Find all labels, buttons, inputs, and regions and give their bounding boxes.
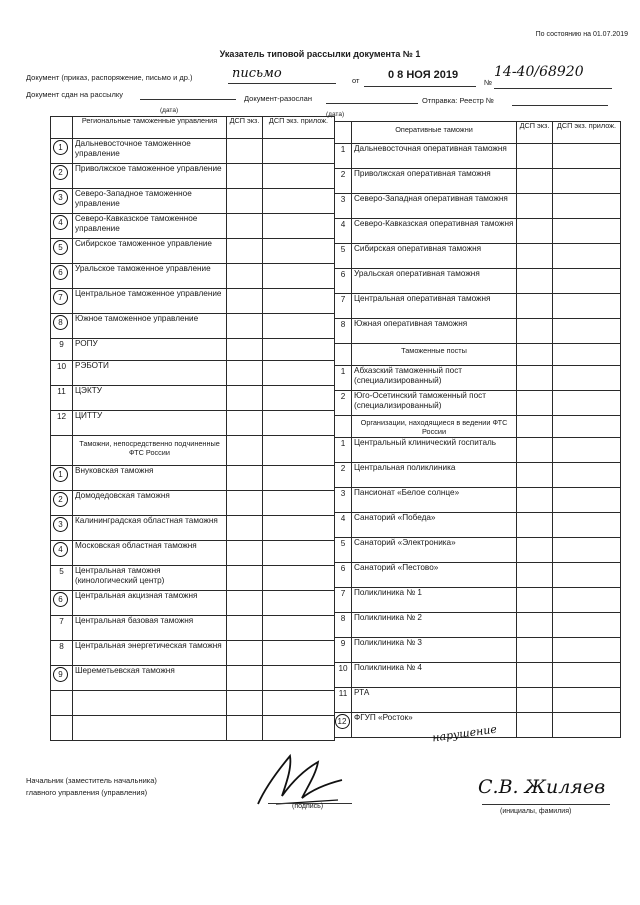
row-dsp bbox=[227, 566, 263, 591]
row-name: Санаторий «Победа» bbox=[352, 513, 517, 538]
row-dsp bbox=[517, 319, 553, 344]
table-row bbox=[335, 194, 621, 219]
empty-row bbox=[51, 716, 335, 741]
row-dsp bbox=[227, 466, 263, 491]
row-dsp bbox=[517, 438, 553, 463]
left-subheader-row bbox=[51, 436, 335, 466]
row-name: Поликлиника № 2 bbox=[352, 613, 517, 638]
table-row bbox=[335, 391, 621, 416]
row-name: Центральная таможня (кинологический центр) bbox=[73, 566, 227, 591]
table-row bbox=[51, 466, 335, 491]
circled-number: 2 bbox=[53, 165, 68, 180]
row-name: Центральная акцизная таможня bbox=[73, 591, 227, 616]
row-number: 6 bbox=[335, 269, 352, 294]
row-dsp-att bbox=[553, 366, 621, 391]
row-name: Северо-Кавказская оперативная таможня bbox=[352, 219, 517, 244]
row-number: 4 bbox=[335, 219, 352, 244]
row-name: Шереметьевская таможня bbox=[73, 666, 227, 691]
row-dsp bbox=[227, 214, 263, 239]
row-dsp-att bbox=[263, 314, 335, 339]
row-dsp bbox=[517, 244, 553, 269]
row-dsp-att bbox=[263, 491, 335, 516]
table-row bbox=[335, 294, 621, 319]
circled-number: 5 bbox=[53, 240, 68, 255]
row-name: Уральская оперативная таможня bbox=[352, 269, 517, 294]
row-number bbox=[51, 541, 73, 566]
right-header-dsp: ДСП экз. bbox=[517, 122, 553, 144]
row-dsp-att bbox=[553, 688, 621, 713]
row-number bbox=[51, 516, 73, 541]
row-dsp bbox=[517, 488, 553, 513]
row-dsp bbox=[517, 663, 553, 688]
empty-cell bbox=[73, 716, 227, 741]
row-number: 9 bbox=[51, 339, 73, 361]
boss-label-2: главного управления (управления) bbox=[26, 788, 148, 797]
row-dsp bbox=[227, 386, 263, 411]
table-row bbox=[51, 616, 335, 641]
row-dsp bbox=[517, 613, 553, 638]
date-prefix: от bbox=[352, 76, 360, 85]
subheader-text: Таможни, непосредственно подчиненные ФТС России bbox=[79, 439, 220, 457]
left-header-row bbox=[51, 117, 335, 139]
row-number: 3 bbox=[335, 194, 352, 219]
table-row bbox=[335, 563, 621, 588]
table-row bbox=[335, 663, 621, 688]
row-name: Калининградская областная таможня bbox=[73, 516, 227, 541]
table-row bbox=[335, 588, 621, 613]
circled-number: 3 bbox=[53, 517, 68, 532]
row-name: Абхазский таможенный пост (специализированный) bbox=[352, 366, 517, 391]
empty-cell bbox=[263, 716, 335, 741]
row-dsp bbox=[227, 641, 263, 666]
row-dsp-att bbox=[263, 139, 335, 164]
circled-number: 6 bbox=[53, 592, 68, 607]
table-row bbox=[51, 164, 335, 189]
row-dsp bbox=[227, 361, 263, 386]
row-dsp-att bbox=[553, 463, 621, 488]
row-number: 7 bbox=[335, 588, 352, 613]
row-number: 8 bbox=[51, 641, 73, 666]
row-dsp-att bbox=[263, 214, 335, 239]
table-row bbox=[335, 488, 621, 513]
row-name: Санаторий «Электроника» bbox=[352, 538, 517, 563]
row-number: 8 bbox=[335, 319, 352, 344]
empty-cell bbox=[51, 691, 73, 716]
table-row bbox=[335, 366, 621, 391]
name-caption: (инициалы, фамилия) bbox=[500, 808, 572, 815]
row-dsp-att bbox=[553, 488, 621, 513]
row-number bbox=[51, 314, 73, 339]
row-dsp-att bbox=[263, 264, 335, 289]
row-name: Центральный клинический госпиталь bbox=[352, 438, 517, 463]
row-dsp-att bbox=[553, 319, 621, 344]
row-dsp-att bbox=[263, 411, 335, 436]
table-row bbox=[335, 319, 621, 344]
row-dsp-att bbox=[263, 616, 335, 641]
table-row bbox=[51, 339, 335, 361]
row-dsp-att bbox=[553, 194, 621, 219]
section-num bbox=[335, 344, 352, 366]
right-header-title: Оперативные таможни bbox=[352, 122, 517, 144]
row-name: Приволжская оперативная таможня bbox=[352, 169, 517, 194]
row-name: Центральная энергетическая таможня bbox=[73, 641, 227, 666]
row-name: Центральная базовая таможня bbox=[73, 616, 227, 641]
row-name: Приволжское таможенное управление bbox=[73, 164, 227, 189]
row-number: 11 bbox=[335, 688, 352, 713]
doc-type-label: Документ (приказ, распоряжение, письмо и др.) bbox=[26, 73, 193, 82]
row-number: 1 bbox=[335, 438, 352, 463]
row-number bbox=[51, 264, 73, 289]
empty-cell bbox=[227, 716, 263, 741]
table-row bbox=[335, 219, 621, 244]
row-name: Пансионат «Белое солнце» bbox=[352, 488, 517, 513]
row-dsp bbox=[517, 638, 553, 663]
empty-cell bbox=[51, 716, 73, 741]
circled-number: 8 bbox=[53, 315, 68, 330]
table-row bbox=[51, 541, 335, 566]
row-dsp-att bbox=[553, 663, 621, 688]
row-number: 3 bbox=[335, 488, 352, 513]
right-header-dsp-att: ДСП экз. прилож. bbox=[553, 122, 621, 144]
circled-number: 1 bbox=[53, 140, 68, 155]
row-name: Поликлиника № 4 bbox=[352, 663, 517, 688]
right-header-row bbox=[335, 122, 621, 144]
doc-number-handwritten: 14-40/68920 bbox=[494, 64, 584, 80]
row-number bbox=[51, 591, 73, 616]
table-row bbox=[51, 314, 335, 339]
row-name: Дальневосточная оперативная таможня bbox=[352, 144, 517, 169]
row-dsp-att bbox=[263, 361, 335, 386]
row-number: 5 bbox=[335, 244, 352, 269]
row-dsp bbox=[517, 391, 553, 416]
row-name: Санаторий «Пестово» bbox=[352, 563, 517, 588]
row-dsp-att bbox=[263, 591, 335, 616]
row-dsp bbox=[227, 139, 263, 164]
posts-header-row bbox=[335, 344, 621, 366]
row-number: 8 bbox=[335, 613, 352, 638]
as-of-date: По состоянию на 01.07.2019 bbox=[535, 31, 628, 38]
empty-cell bbox=[73, 691, 227, 716]
row-dsp-att bbox=[263, 289, 335, 314]
table-row bbox=[51, 566, 335, 591]
table-row bbox=[335, 244, 621, 269]
left-header-title: Региональные таможенные управления bbox=[73, 117, 227, 139]
section-dsp bbox=[517, 416, 553, 438]
row-name: РОПУ bbox=[73, 339, 227, 361]
subheader-dsp bbox=[227, 436, 263, 466]
section-title-text: Таможенные посты bbox=[401, 346, 467, 355]
row-dsp-att bbox=[263, 641, 335, 666]
row-dsp bbox=[517, 194, 553, 219]
row-number: 4 bbox=[335, 513, 352, 538]
row-dsp bbox=[227, 314, 263, 339]
row-dsp-att bbox=[553, 613, 621, 638]
row-dsp bbox=[227, 666, 263, 691]
subheader-num bbox=[51, 436, 73, 466]
row-dsp-att bbox=[553, 638, 621, 663]
row-number: 9 bbox=[335, 638, 352, 663]
row-dsp bbox=[227, 289, 263, 314]
row-dsp-att bbox=[263, 386, 335, 411]
row-name: Сибирское таможенное управление bbox=[73, 239, 227, 264]
row-name: ФГУП «Росток» bbox=[352, 713, 517, 738]
row-dsp bbox=[517, 463, 553, 488]
row-dsp bbox=[517, 294, 553, 319]
row-number bbox=[51, 189, 73, 214]
table-row bbox=[335, 613, 621, 638]
section-dsp-att bbox=[553, 416, 621, 438]
row-name: Центральная оперативная таможня bbox=[352, 294, 517, 319]
row-dsp bbox=[517, 538, 553, 563]
row-dsp bbox=[227, 264, 263, 289]
row-dsp-att bbox=[263, 239, 335, 264]
left-header-dsp-att: ДСП экз. прилож. bbox=[263, 117, 335, 139]
table-row bbox=[51, 264, 335, 289]
row-dsp-att bbox=[553, 588, 621, 613]
row-dsp bbox=[227, 616, 263, 641]
table-row bbox=[51, 411, 335, 436]
row-number bbox=[51, 491, 73, 516]
signature-caption: (подпись) bbox=[292, 803, 324, 810]
table-row bbox=[335, 513, 621, 538]
table-row bbox=[51, 214, 335, 239]
date-caption-right: (дата) bbox=[326, 111, 345, 118]
row-name: Юго-Осетинский таможенный пост (специализированный) bbox=[352, 391, 517, 416]
row-number: 6 bbox=[335, 563, 352, 588]
row-number bbox=[335, 713, 352, 738]
table-row bbox=[51, 361, 335, 386]
empty-cell bbox=[263, 691, 335, 716]
table-row bbox=[51, 239, 335, 264]
date-caption-left: (дата) bbox=[160, 107, 179, 114]
row-number: 2 bbox=[335, 169, 352, 194]
circled-number: 4 bbox=[53, 215, 68, 230]
table-row bbox=[335, 463, 621, 488]
row-number: 1 bbox=[335, 366, 352, 391]
right-header-num bbox=[335, 122, 352, 144]
row-dsp-att bbox=[553, 294, 621, 319]
circled-number: 1 bbox=[53, 467, 68, 482]
row-number: 1 bbox=[335, 144, 352, 169]
table-row bbox=[51, 591, 335, 616]
left-header-num bbox=[51, 117, 73, 139]
row-number bbox=[51, 466, 73, 491]
row-dsp bbox=[227, 239, 263, 264]
subheader-title bbox=[73, 436, 227, 466]
row-dsp bbox=[517, 563, 553, 588]
circled-number: 7 bbox=[53, 290, 68, 305]
handwritten-note: нарушение bbox=[431, 722, 498, 745]
row-dsp-att bbox=[263, 339, 335, 361]
row-name: Поликлиника № 3 bbox=[352, 638, 517, 663]
row-name: Центральная поликлиника bbox=[352, 463, 517, 488]
row-name: Дальневосточное таможенное управление bbox=[73, 139, 227, 164]
row-number: 11 bbox=[51, 386, 73, 411]
circled-number: 9 bbox=[53, 667, 68, 682]
row-dsp-att bbox=[553, 391, 621, 416]
circled-number: 3 bbox=[53, 190, 68, 205]
row-number: 12 bbox=[51, 411, 73, 436]
row-dsp bbox=[227, 411, 263, 436]
signature-icon bbox=[246, 746, 356, 810]
row-dsp bbox=[227, 491, 263, 516]
right-table bbox=[334, 121, 621, 738]
table-row bbox=[51, 516, 335, 541]
table-row bbox=[51, 189, 335, 214]
row-dsp bbox=[517, 269, 553, 294]
section-dsp-att bbox=[553, 344, 621, 366]
row-dsp-att bbox=[553, 169, 621, 194]
row-name: ЦИТТУ bbox=[73, 411, 227, 436]
table-row bbox=[335, 169, 621, 194]
row-name: РТА bbox=[352, 688, 517, 713]
row-dsp bbox=[227, 164, 263, 189]
row-dsp-att bbox=[263, 666, 335, 691]
row-number: 5 bbox=[51, 566, 73, 591]
row-name: Северо-Кавказское таможенное управление bbox=[73, 214, 227, 239]
dispatched-label: Документ-разослан bbox=[244, 94, 312, 103]
row-number: 7 bbox=[335, 294, 352, 319]
row-dsp bbox=[227, 189, 263, 214]
row-dsp-att bbox=[553, 438, 621, 463]
row-dsp-att bbox=[263, 516, 335, 541]
section-title-text: Организации, находящиеся в ведении ФТС России bbox=[360, 418, 508, 436]
row-name: Домодедовская таможня bbox=[73, 491, 227, 516]
row-dsp bbox=[517, 588, 553, 613]
row-name: Внуковская таможня bbox=[73, 466, 227, 491]
table-row bbox=[335, 144, 621, 169]
row-number: 10 bbox=[51, 361, 73, 386]
row-dsp bbox=[517, 513, 553, 538]
doc-number-prefix: № bbox=[484, 78, 493, 87]
empty-cell bbox=[227, 691, 263, 716]
row-dsp-att bbox=[263, 541, 335, 566]
table-row bbox=[51, 641, 335, 666]
empty-row bbox=[51, 691, 335, 716]
circled-number: 6 bbox=[53, 265, 68, 280]
row-name: РЭБОТИ bbox=[73, 361, 227, 386]
row-number bbox=[51, 214, 73, 239]
row-dsp-att bbox=[263, 189, 335, 214]
row-number: 2 bbox=[335, 463, 352, 488]
section-dsp bbox=[517, 344, 553, 366]
row-dsp bbox=[517, 713, 553, 738]
row-name: Северо-Западная оперативная таможня bbox=[352, 194, 517, 219]
table-row bbox=[335, 538, 621, 563]
row-number bbox=[51, 139, 73, 164]
circled-number: 12 bbox=[335, 714, 350, 729]
row-dsp bbox=[517, 219, 553, 244]
table-row bbox=[51, 139, 335, 164]
row-name: Поликлиника № 1 bbox=[352, 588, 517, 613]
doc-type-handwritten: письмо bbox=[232, 66, 282, 81]
row-dsp bbox=[517, 144, 553, 169]
table-row bbox=[335, 638, 621, 663]
doc-date-stamp: 0 8 НОЯ 2019 bbox=[388, 69, 459, 81]
row-name: Уральское таможенное управление bbox=[73, 264, 227, 289]
table-row bbox=[335, 438, 621, 463]
row-number bbox=[51, 164, 73, 189]
section-num bbox=[335, 416, 352, 438]
row-name: ЦЭКТУ bbox=[73, 386, 227, 411]
row-number bbox=[51, 289, 73, 314]
row-dsp bbox=[227, 339, 263, 361]
row-dsp-att bbox=[553, 219, 621, 244]
row-name: Московская областная таможня bbox=[73, 541, 227, 566]
row-number bbox=[51, 666, 73, 691]
row-dsp-att bbox=[553, 713, 621, 738]
section-title bbox=[352, 416, 517, 438]
section-title bbox=[352, 344, 517, 366]
table-row bbox=[51, 491, 335, 516]
row-dsp bbox=[517, 169, 553, 194]
row-number bbox=[51, 239, 73, 264]
table-row bbox=[51, 386, 335, 411]
row-number: 5 bbox=[335, 538, 352, 563]
row-name: Сибирская оперативная таможня bbox=[352, 244, 517, 269]
row-dsp-att bbox=[553, 513, 621, 538]
row-dsp bbox=[517, 366, 553, 391]
sent-label: Документ сдан на рассылку bbox=[26, 90, 123, 99]
row-name: Центральное таможенное управление bbox=[73, 289, 227, 314]
table-row bbox=[335, 688, 621, 713]
name-handwritten: С.В. Жиляев bbox=[478, 776, 606, 798]
row-dsp-att bbox=[263, 566, 335, 591]
row-dsp bbox=[227, 591, 263, 616]
page-title: Указатель типовой рассылки документа № 1 bbox=[219, 49, 421, 59]
row-name: Северо-Западное таможенное управление bbox=[73, 189, 227, 214]
row-dsp-att bbox=[263, 164, 335, 189]
table-row bbox=[335, 269, 621, 294]
boss-label-1: Начальник (заместитель начальника) bbox=[26, 776, 157, 785]
dispatch-note-label: Отправка: Реестр № bbox=[422, 96, 494, 105]
table-row bbox=[51, 666, 335, 691]
row-dsp bbox=[517, 688, 553, 713]
row-number: 7 bbox=[51, 616, 73, 641]
table-row bbox=[51, 289, 335, 314]
left-header-dsp: ДСП экз. bbox=[227, 117, 263, 139]
row-dsp-att bbox=[553, 269, 621, 294]
row-dsp-att bbox=[553, 563, 621, 588]
orgs-header-row bbox=[335, 416, 621, 438]
circled-number: 2 bbox=[53, 492, 68, 507]
left-table bbox=[50, 116, 335, 741]
circled-number: 4 bbox=[53, 542, 68, 557]
row-dsp-att bbox=[553, 144, 621, 169]
row-name: Южная оперативная таможня bbox=[352, 319, 517, 344]
row-dsp bbox=[227, 541, 263, 566]
row-name: Южное таможенное управление bbox=[73, 314, 227, 339]
row-number: 10 bbox=[335, 663, 352, 688]
row-dsp-att bbox=[263, 466, 335, 491]
subheader-dsp-att bbox=[263, 436, 335, 466]
row-dsp-att bbox=[553, 244, 621, 269]
row-dsp bbox=[227, 516, 263, 541]
row-dsp-att bbox=[553, 538, 621, 563]
row-number: 2 bbox=[335, 391, 352, 416]
